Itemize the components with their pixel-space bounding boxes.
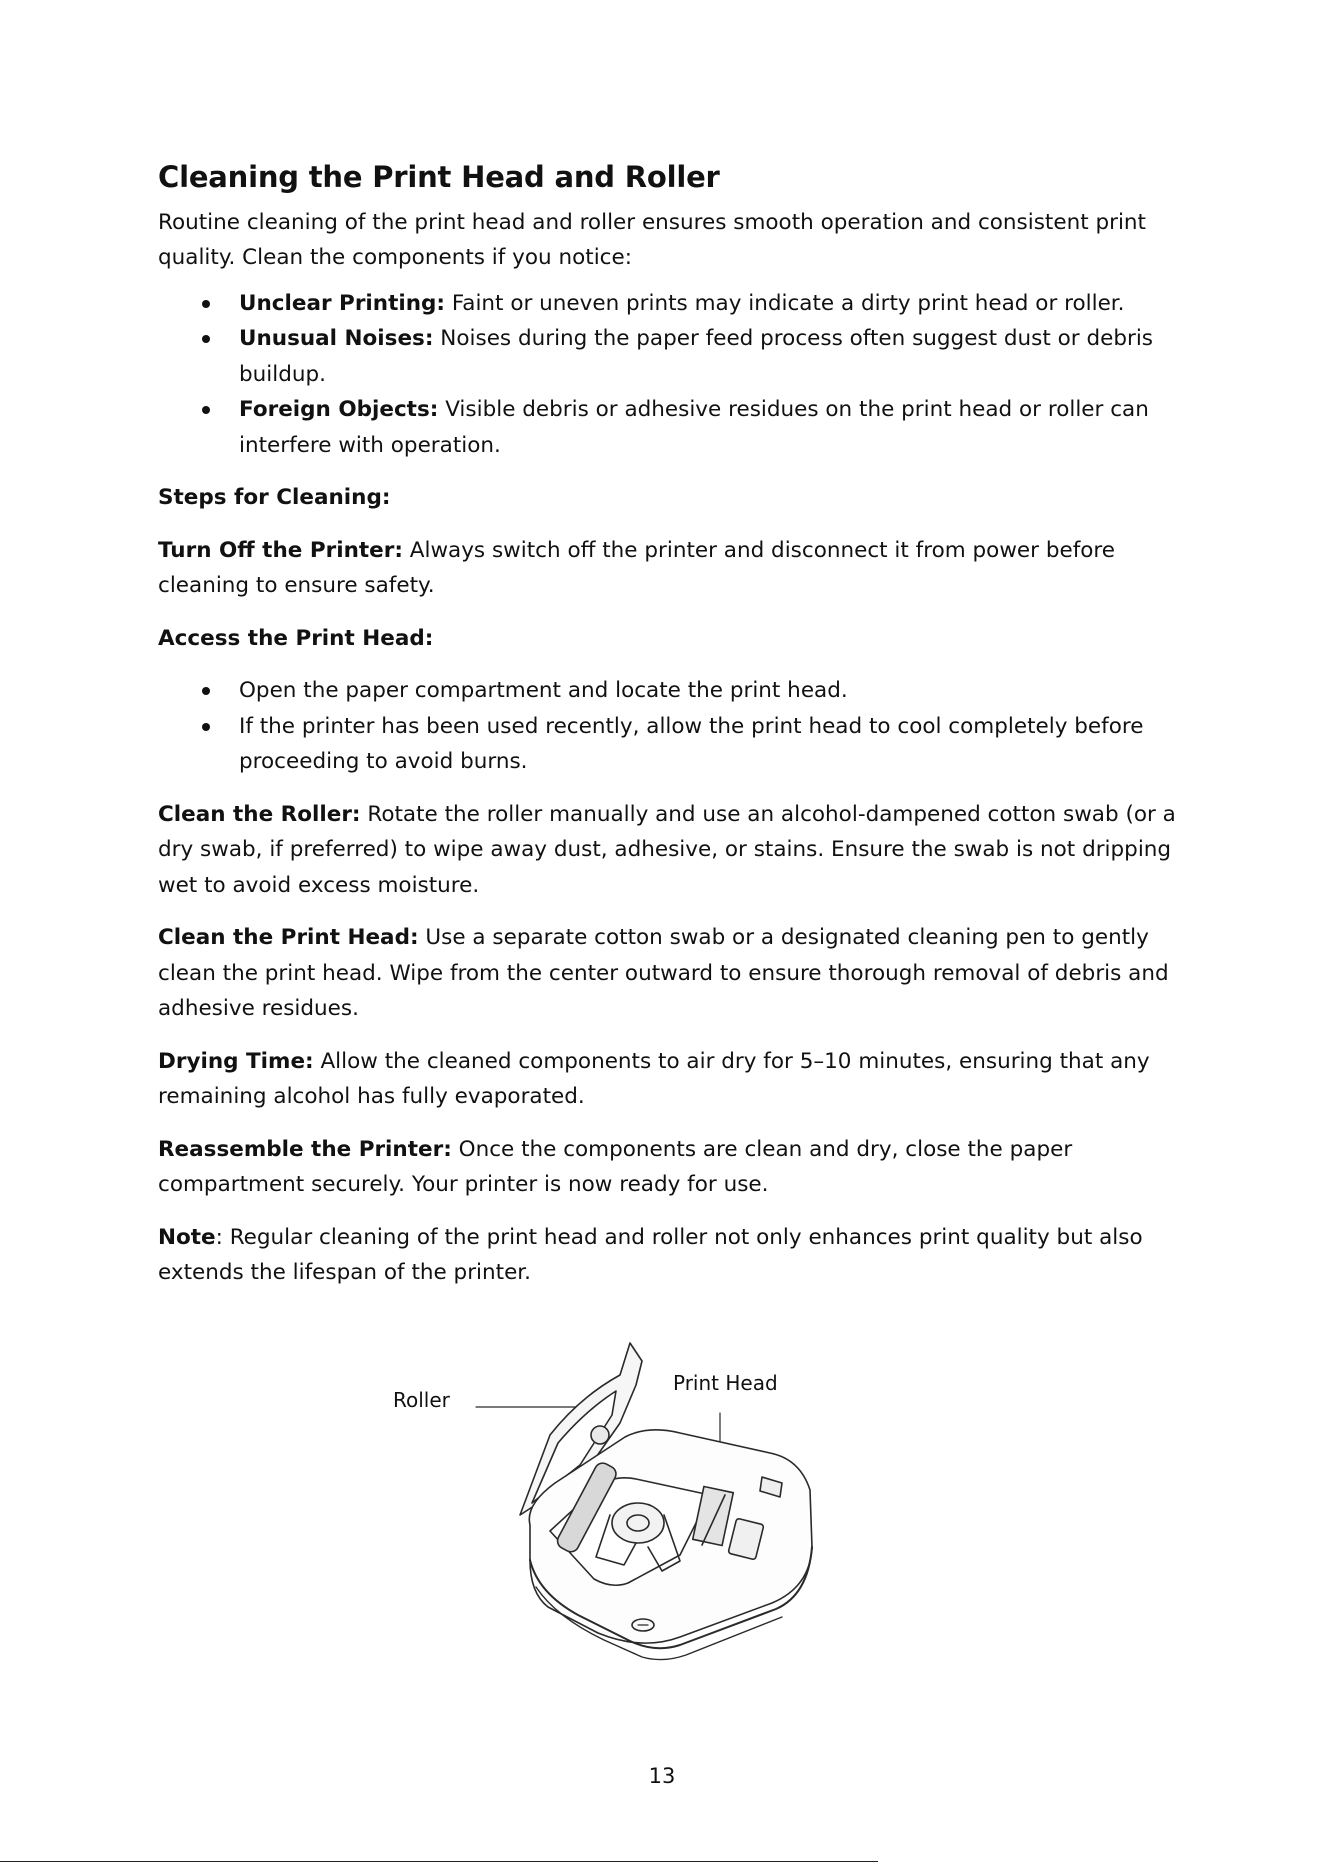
symptom-text: Noises during the paper feed process often suggest dust or debris buildup.: [239, 326, 1153, 387]
list-item: If the printer has been used recently, allow the print head to cool completely before proceeding to avoid burns.: [239, 709, 1178, 780]
reassemble-paragraph: [158, 1132, 1178, 1203]
clean-head-paragraph: [158, 920, 1178, 1027]
drying-text: Allow the cleaned components to air dry for 5–10 minutes, ensuring that any remaining alcohol has fully evaporated.: [158, 1048, 1150, 1110]
access-heading: Access the Print Head:: [158, 625, 434, 651]
steps-heading: Steps for Cleaning:: [158, 485, 391, 511]
turn-off-term: Turn Off the Printer:: [158, 537, 403, 563]
symptom-term: Unusual Noises:: [239, 326, 434, 352]
clean-roller-term: Clean the Roller:: [158, 801, 361, 827]
print-head-label: Print Head: [673, 1371, 778, 1395]
symptom-term: Unclear Printing:: [239, 290, 446, 316]
list-item: [239, 392, 1178, 463]
roller-end: [591, 1426, 609, 1444]
note-text: : Regular cleaning of the print head and roller not only enhances print quality but also extends the lifespan of the printer.: [158, 1224, 1143, 1286]
drying-term: Drying Time:: [158, 1048, 314, 1074]
drying-paragraph: [158, 1044, 1178, 1115]
roller-label: Roller: [393, 1388, 450, 1412]
access-list: [158, 673, 1178, 780]
note-paragraph: [158, 1220, 1178, 1291]
clean-roller-paragraph: [158, 797, 1178, 904]
intro-paragraph: Routine cleaning of the print head and roller ensures smooth operation and consistent print quality. Clean the components if you notice:: [158, 209, 1146, 271]
note-term: Note: [158, 1224, 216, 1250]
document-page: [158, 160, 1178, 1308]
reassemble-term: Reassemble the Printer:: [158, 1136, 452, 1162]
symptom-text: Visible debris or adhesive residues on the print head or roller can interfere with operation.: [239, 397, 1149, 458]
list-item: Open the paper compartment and locate the print head.: [239, 673, 1178, 709]
printer-illustration: [380, 1325, 900, 1665]
printer-drawing: [380, 1325, 900, 1665]
page-number: 13: [648, 1764, 676, 1788]
clean-head-term: Clean the Print Head:: [158, 925, 419, 951]
clean-roller-text: Rotate the roller manually and use an alcohol-dampened cotton swab (or a dry swab, if preferred) to wipe away dust, adhesive, or stains. Ensure the swab is not dripping wet to avoid excess moisture.: [158, 801, 1176, 898]
page-title: Cleaning the Print Head and Roller: [158, 160, 720, 194]
symptom-term: Foreign Objects:: [239, 397, 439, 423]
clean-head-text: Use a separate cotton swab or a designated cleaning pen to gently clean the print head. Wipe from the center outward to ensure thorough removal of debris and adhesive residues.: [158, 925, 1169, 1022]
list-item: [239, 321, 1178, 392]
turn-off-text: Always switch off the printer and disconnect it from power before cleaning to ensure safety.: [158, 537, 1116, 599]
footer-divider: [0, 1861, 878, 1862]
symptom-list: [158, 286, 1178, 464]
reassemble-text: Once the components are clean and dry, close the paper compartment securely. Your printer is now ready for use.: [158, 1136, 1073, 1198]
turn-off-paragraph: [158, 533, 1178, 604]
paper-roll-holder: [612, 1503, 664, 1543]
list-item: [239, 286, 1178, 322]
symptom-text: Faint or uneven prints may indicate a dirty print head or roller.: [445, 290, 1125, 316]
